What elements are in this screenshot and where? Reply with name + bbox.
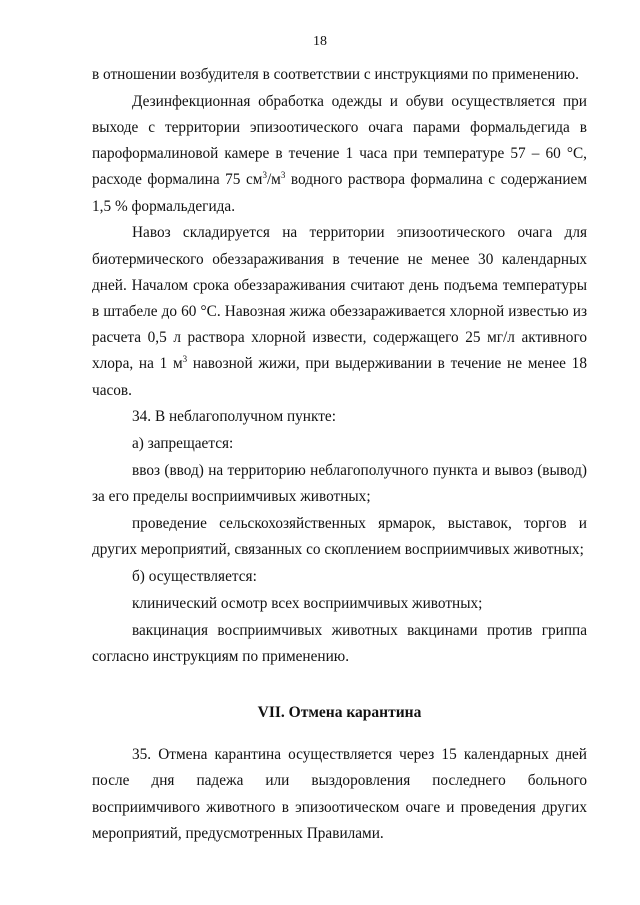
superscript: 3 xyxy=(182,354,188,365)
paragraph-subitem-b: б) осуществляется: xyxy=(132,568,257,586)
paragraph-text: навозной жижи, при выдерживании в течение не менее 18 часов. xyxy=(92,355,587,399)
paragraph-text: Навоз складируется на территории эпизоотического очага для биотермического обеззараживания в течение не менее 30 календарных дней. Началом срока обеззараживания считают день подъема температуры в штабеле до 60 °С. Навозная жижа обеззараживается хлорной известью из расчета 0,5 л раствора хлорной извести, содержащего 25 мг/л активного хлора, на 1 м xyxy=(92,224,587,373)
document-body xyxy=(92,62,587,848)
paragraph-item-34: 34. В неблагополучном пункте: xyxy=(132,408,336,426)
paragraph-text: водного раствора формалина с содержанием 1,5 % формальдегида. xyxy=(92,171,587,215)
paragraph-subitem-a: а) запрещается: xyxy=(132,435,234,453)
paragraph-vaccination: вакцинация восприимчивых животных вакцинами против гриппа согласно инструкциям по применению. xyxy=(92,621,587,665)
paragraph-item-35: 35. Отмена карантина осуществляется через 15 календарных дней после дня падежа или выздоровления последнего больного восприимчивого животного в эпизоотическом очаге и проведения других мероприятий, предусмотренных Правилами. xyxy=(92,746,587,842)
paragraph-text: Дезинфекционная обработка одежды и обуви осуществляется при выходе с территории эпизоотического очага парами формальдегида в пароформалиновой камере в течение 1 часа при температуре 57 – 60 °С, расходе формалина 75 см xyxy=(92,92,587,189)
paragraph-clinical-inspection: клинический осмотр всех восприимчивых животных; xyxy=(132,594,483,612)
paragraph-continuation: в отношении возбудителя в соответствии с инструкциями по применению. xyxy=(92,66,579,83)
paragraph-text: /м xyxy=(266,171,281,189)
paragraph-manure xyxy=(92,220,587,403)
superscript: 3 xyxy=(262,170,267,181)
paragraph-import-ban: ввоз (ввод) на территорию неблагополучного пункта и вывоз (вывод) за его пределы восприимчивых животных; xyxy=(92,462,587,506)
paragraph-fairs-ban: проведение сельскохозяйственных ярмарок, выставок, торгов и других мероприятий, связанных со скоплением восприимчивых животных; xyxy=(92,515,587,559)
superscript: 3 xyxy=(280,170,286,181)
paragraph-disinfection-clothing xyxy=(92,89,587,220)
section-heading: VII. Отмена карантина xyxy=(257,704,422,722)
page-number: 18 xyxy=(313,34,327,49)
